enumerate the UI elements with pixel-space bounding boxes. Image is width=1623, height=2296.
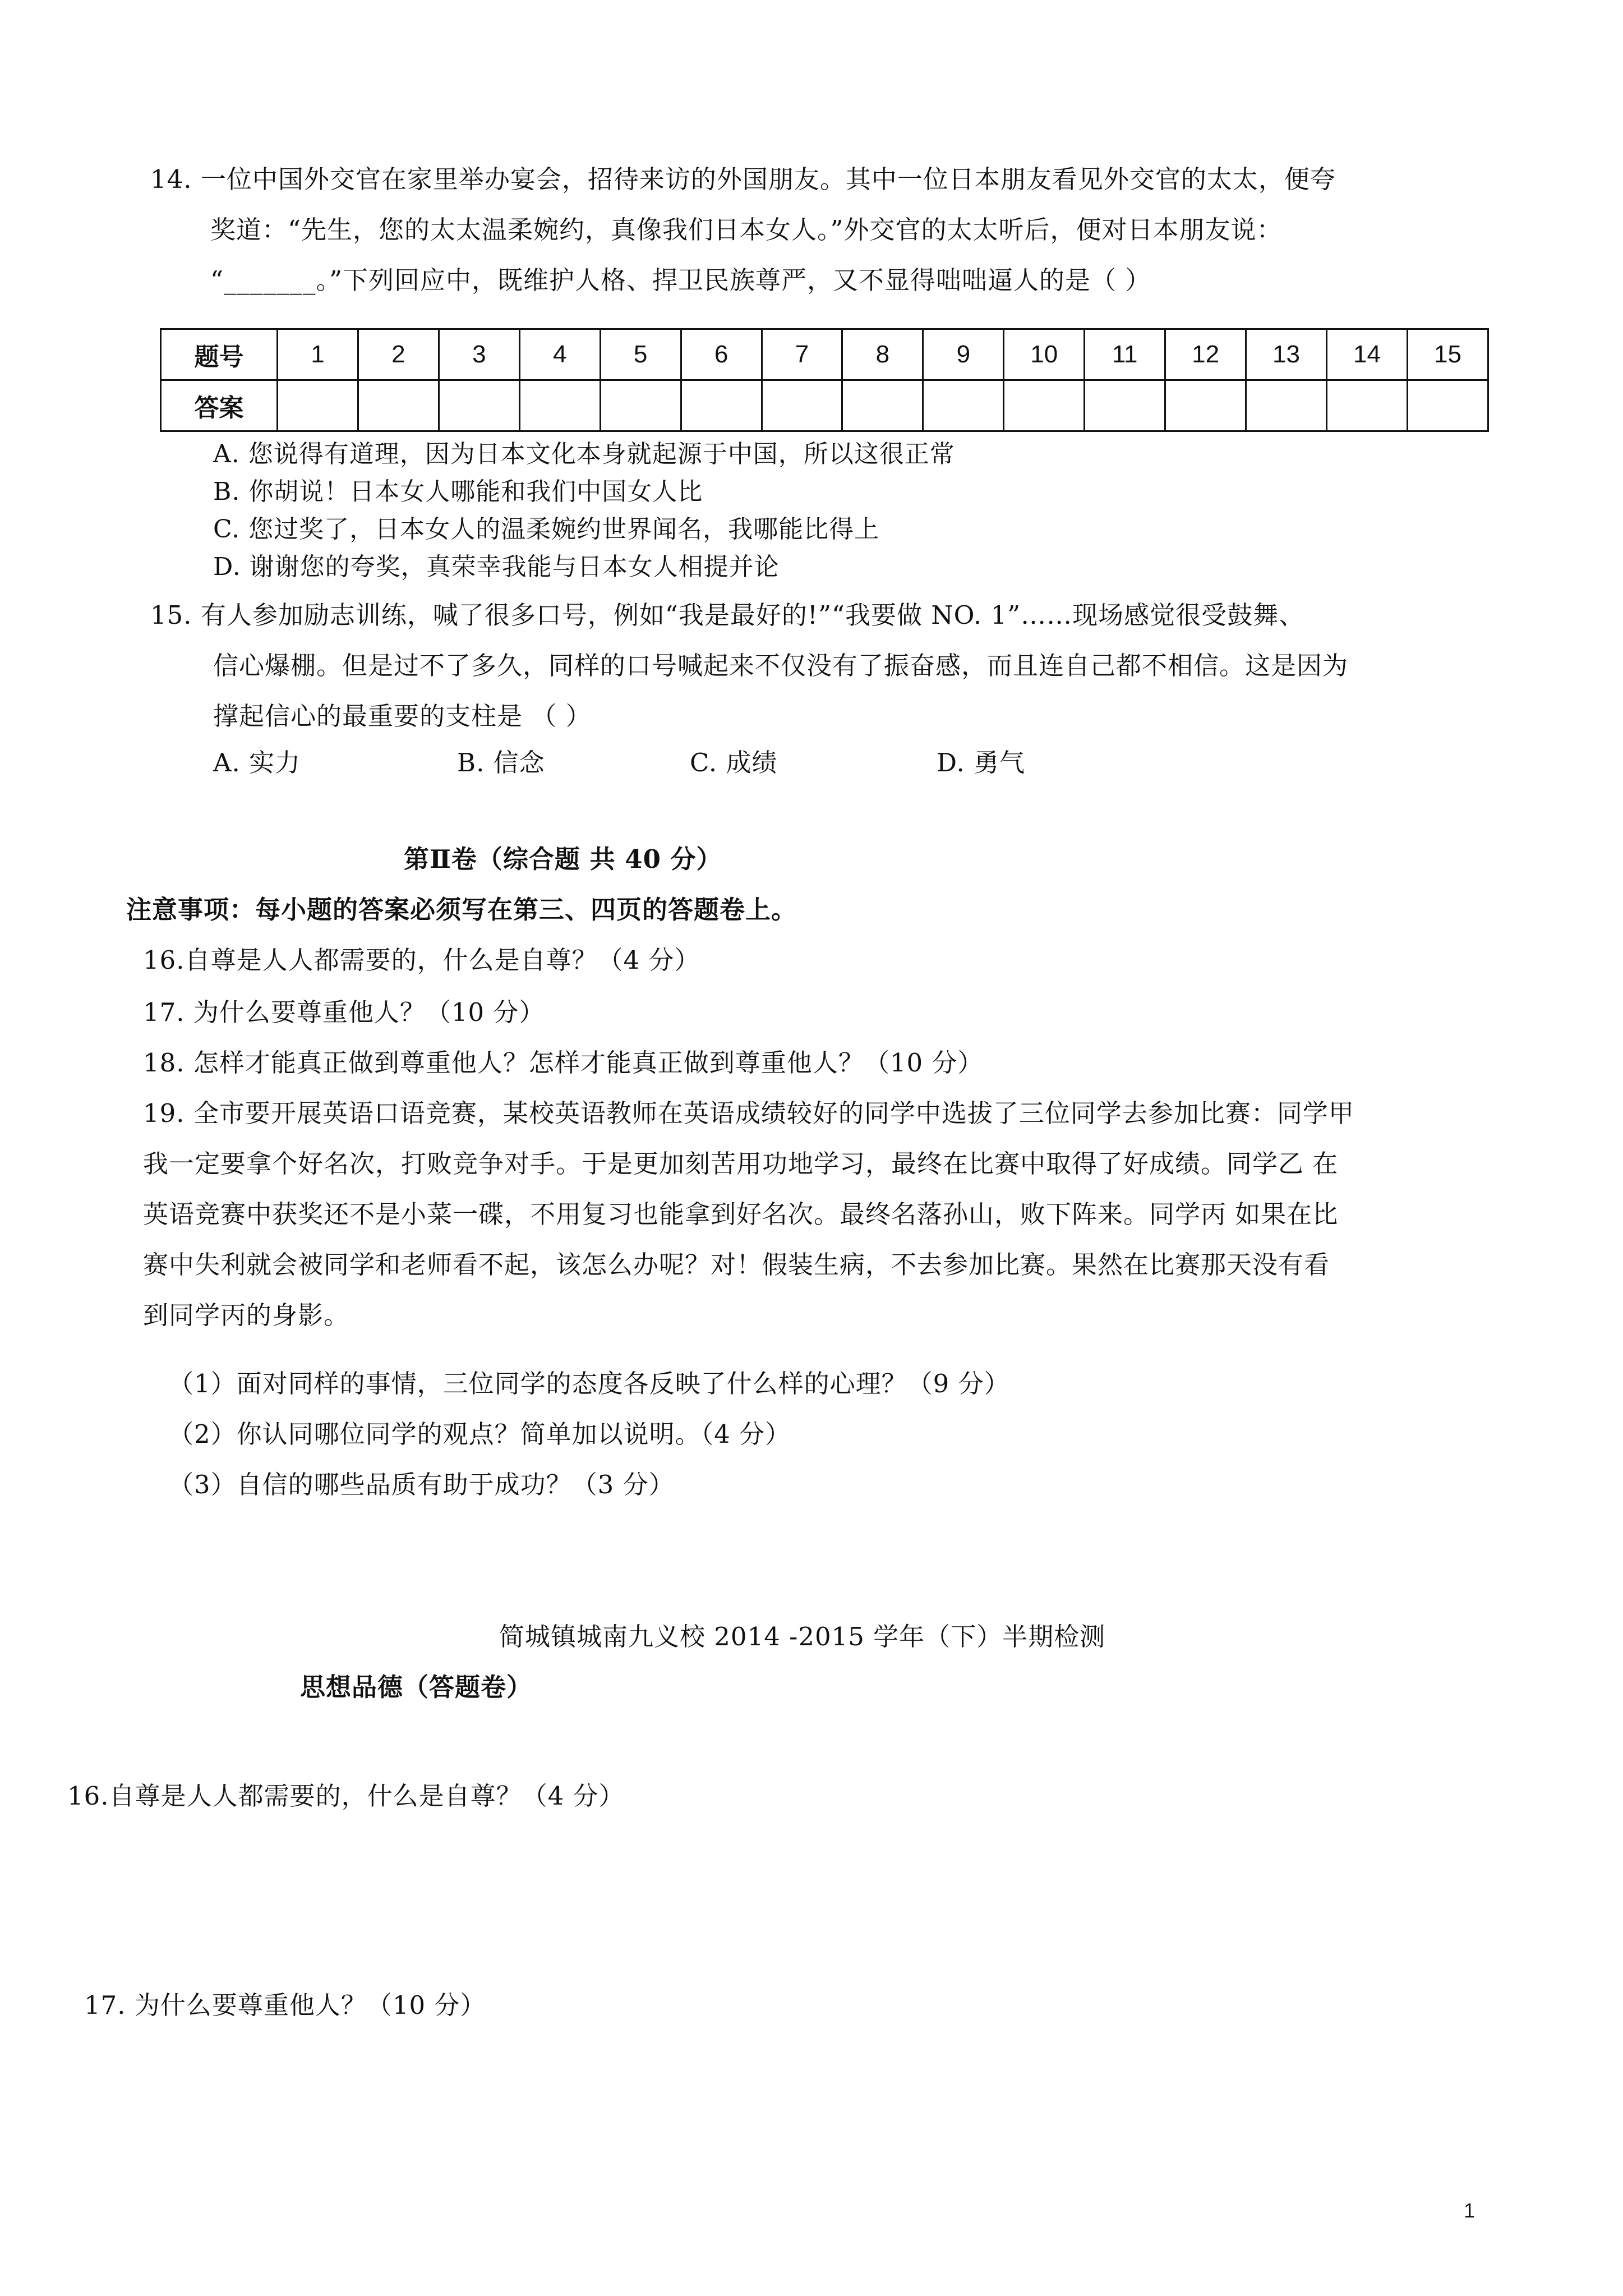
answer-cell[interactable] [358,380,439,431]
answer-table-answer-row [161,380,1488,431]
answer-cell[interactable] [923,380,1004,431]
table-number-cell: 6 [681,329,762,380]
q15-option-d: D. 勇气 [937,748,1026,777]
q19-line-2: 我一定要拿个好名次，打败竞争对手。于是更加刻苦用功地学习，最终在比赛中取得了好成绩。同学乙 在 [143,1149,1339,1179]
answer-sheet-school-title: 简城镇城南九义校 2014 -2015 学年（下）半期检测 [499,1622,1106,1651]
q14-option-d: D. 谢谢您的夸奖，真荣幸我能与日本女人相提并论 [213,553,780,581]
table-number-cell: 10 [1004,329,1085,380]
q14-option-c: C. 您过奖了，日本女人的温柔婉约世界闻名，我哪能比得上 [213,515,880,544]
answer-cell[interactable] [762,380,842,431]
table-number-cell: 15 [1407,329,1488,380]
answer-cell[interactable] [1246,380,1327,431]
answer-table [160,328,1489,432]
q19-line-4: 赛中失利就会被同学和老师看不起，该怎么办呢？对！假装生病，不去参加比赛。果然在比赛那天没有看 [143,1250,1330,1280]
q18-question: 18. 怎样才能真正做到尊重他人？怎样才能真正做到尊重他人？（10 分） [143,1048,984,1078]
section2-title: 第Ⅱ卷（综合题 共 40 分） [404,844,722,874]
q19-sub-1: （1）面对同样的事情，三位同学的态度各反映了什么样的心理？（9 分） [168,1369,1010,1398]
table-header-number: 题号 [161,329,278,380]
answer-table-number-row [161,329,1488,380]
q19-line-3: 英语竞赛中获奖还不是小菜一碟，不用复习也能拿到好名次。最终名落孙山，败下阵来。同学丙 如果在比 [143,1199,1339,1229]
answer-cell[interactable] [278,380,358,431]
q14-line-3: “_______。”下列回应中，既维护人格、捍卫民族尊严，又不显得咄咄逼人的是（ ） [210,265,1151,295]
q19-sub-2: （2）你认同哪位同学的观点？简单加以说明。（4 分） [168,1419,791,1449]
answer-cell[interactable] [681,380,762,431]
section2-note: 注意事项：每小题的答案必须写在第三、四页的答题卷上。 [126,895,797,924]
q16-question: 16.自尊是人人都需要的，什么是自尊？（4 分） [143,945,700,975]
q14-option-a: A. 您说得有道理，因为日本文化本身就起源于中国，所以这很正常 [213,440,955,468]
q15-line-2: 信心爆棚。但是过不了多久，同样的口号喊起来不仅没有了振奋感，而且连自己都不相信。这是因为 [213,651,1349,680]
answer-cell[interactable] [439,380,519,431]
table-number-cell: 9 [923,329,1004,380]
q15-line-1: 15. 有人参加励志训练，喊了很多口号，例如“我是最好的!”“我要做 NO. 1”……现场感觉很受鼓舞、 [150,600,1305,630]
answer-cell[interactable] [1085,380,1165,431]
answer-cell[interactable] [1326,380,1407,431]
q15-option-b: B. 信念 [457,748,545,777]
table-number-cell: 14 [1326,329,1407,380]
table-number-cell: 12 [1165,329,1246,380]
table-header-answer: 答案 [161,380,278,431]
q14-line-1: 14. 一位中国外交官在家里举办宴会，招待来访的外国朋友。其中一位日本朋友看见外交官的太太，便夸 [150,164,1336,194]
q19-line-5: 到同学丙的身影。 [143,1300,350,1330]
table-number-cell: 11 [1085,329,1165,380]
q15-line-3: 撑起信心的最重要的支柱是 （ ） [213,701,592,731]
table-number-cell: 3 [439,329,519,380]
page-number: 1 [1464,2199,1476,2222]
q17-question: 17. 为什么要尊重他人？（10 分） [143,997,545,1027]
table-number-cell: 5 [600,329,681,380]
answer-cell[interactable] [519,380,600,431]
answer-sheet-subject: 思想品德（答题卷） [300,1672,533,1702]
table-number-cell: 8 [842,329,923,380]
q19-line-1: 19. 全市要开展英语口语竞赛，某校英语教师在英语成绩较好的同学中选拔了三位同学去参加比赛：同学甲 [143,1098,1354,1128]
answer-sheet-q16: 16.自尊是人人都需要的，什么是自尊？（4 分） [67,1781,625,1811]
answer-sheet-q17: 17. 为什么要尊重他人？（10 分） [84,1990,486,2020]
q15-option-a: A. 实力 [213,748,301,777]
answer-cell[interactable] [842,380,923,431]
answer-cell[interactable] [1165,380,1246,431]
table-number-cell: 4 [519,329,600,380]
table-number-cell: 7 [762,329,842,380]
q14-option-b: B. 你胡说！日本女人哪能和我们中国女人比 [213,477,703,506]
table-number-cell: 13 [1246,329,1327,380]
q19-sub-3: （3）自信的哪些品质有助于成功？（3 分） [168,1470,675,1499]
q15-option-c: C. 成绩 [690,748,778,777]
table-number-cell: 1 [278,329,358,380]
q14-line-2: 奖道：“先生，您的太太温柔婉约，真像我们日本女人。”外交官的太太听后，便对日本朋友说： [210,215,1283,245]
answer-cell[interactable] [1004,380,1085,431]
answer-cell[interactable] [600,380,681,431]
table-number-cell: 2 [358,329,439,380]
answer-cell[interactable] [1407,380,1488,431]
